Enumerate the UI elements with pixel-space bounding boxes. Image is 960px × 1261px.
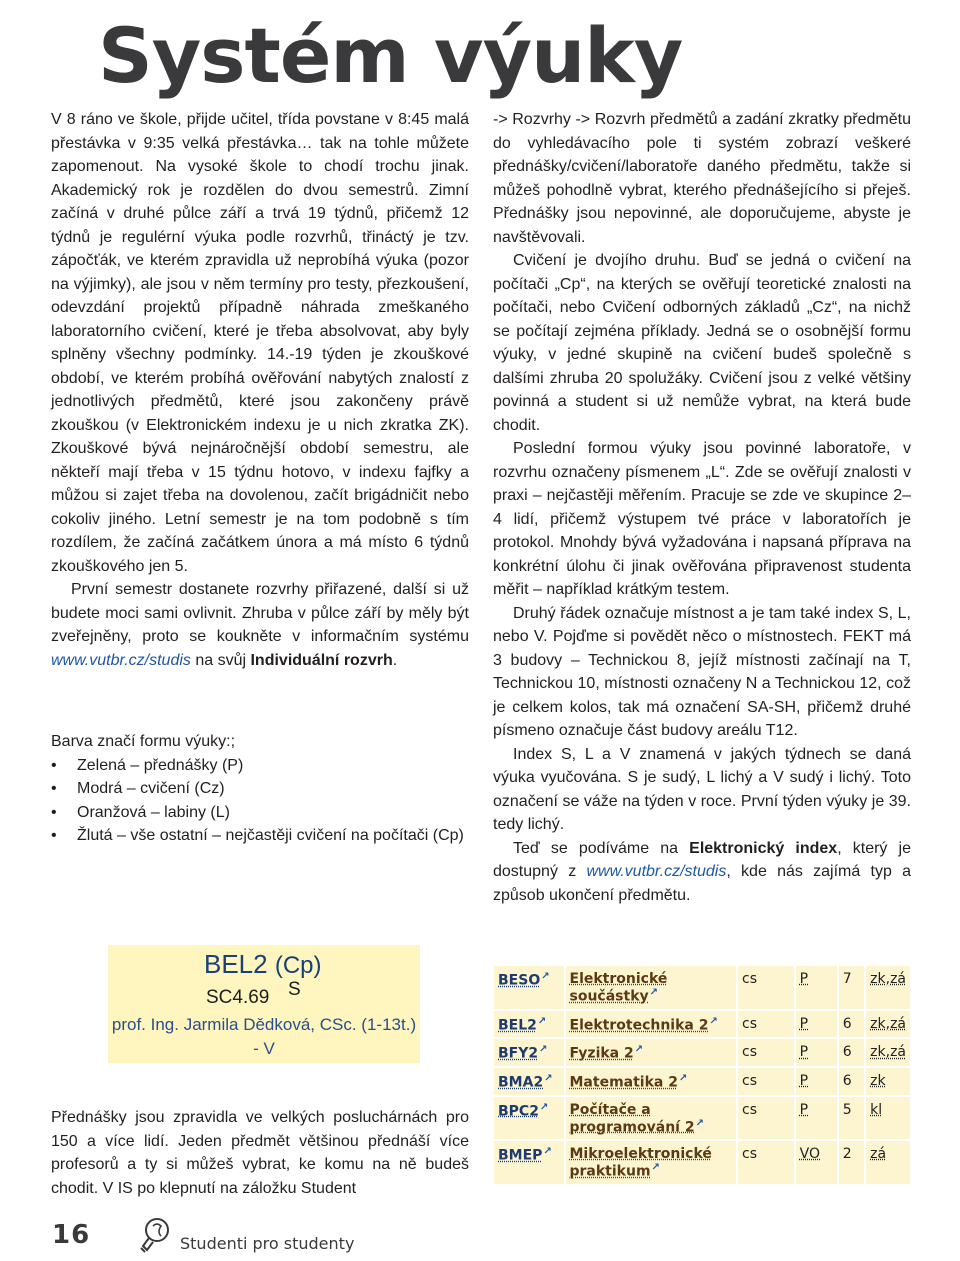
schedules-end: . bbox=[392, 651, 398, 669]
subject-completion-text: zá bbox=[870, 1146, 887, 1163]
subject-name-link[interactable] bbox=[565, 1140, 738, 1185]
subject-language-text: cs bbox=[742, 1044, 758, 1061]
subject-credits-text: 2 bbox=[842, 1146, 852, 1163]
colors-intro: Barva značí formu výuky:; bbox=[51, 733, 236, 750]
subject-credits-text: 6 bbox=[842, 1044, 852, 1061]
subject-language-text: cs bbox=[742, 1101, 758, 1118]
paragraph-labs: Poslední formou výuky jsou povinné laboratoře, v rozvrhu označeny písmenem „L“. Zde se ověřují znalosti v praxi – nejčastěji měřením. Pracuje se zde ve skupince 2–4 lidí, přičemž výstupem tvé práce v laboratořích je protokol. Mnohdy bývá vyžadována i napsaná příprava na konkrétní úlohu či jinak ověřována připravenost studenta měřit – například krátkým testem. bbox=[493, 440, 911, 598]
external-link-icon: ↗ bbox=[649, 987, 659, 998]
paragraph-schedules bbox=[51, 578, 469, 672]
e-index-label: Elektronický index bbox=[689, 839, 838, 857]
subject-code-link[interactable] bbox=[494, 1096, 565, 1141]
subject-name-link-text: Matematika 2 bbox=[569, 1074, 678, 1091]
subject-code-link[interactable] bbox=[494, 1140, 565, 1185]
subject-language-text: cs bbox=[742, 1146, 758, 1163]
lectures-text: Přednášky jsou zpravidla ve velkých posluchárnách pro 150 a více lidí. Jeden předmět většinou přednáší více profesorů a ty si můžeš vybrat, ke komu na ně budeš chodit. V IS po klepnutí na záložku Student bbox=[51, 1109, 469, 1197]
subject-language bbox=[737, 966, 795, 1010]
subject-completion-text: kl bbox=[870, 1101, 883, 1118]
subject-completion bbox=[865, 1096, 910, 1141]
class-card-subject: BEL2 bbox=[204, 949, 268, 979]
subject-code-link[interactable] bbox=[494, 1010, 565, 1039]
external-link-icon: ↗ bbox=[539, 1044, 548, 1056]
paragraph-exercises: Cvičení je dvojího druhu. Buď se jedná o cvičení na počítači „Cp“, na kterých se ověřují teoretické znalosti na počítači, nebo Cvičení odborných základů „Cz“, na nichž se počítají zejména příklady. Jedná se o osobnější formu výuky, v jedné skupině na cvičení budeš společně s dalšími zhruba 20 spolužáky. Cvičení jsou z velké většiny povinná a student si už nemůže vybrat, na která bude chodit. bbox=[493, 252, 911, 434]
paragraph-e-index bbox=[493, 837, 911, 908]
list-item: • Žlutá – vše ostatní – nejčastěji cvičení na počítači (Cp) bbox=[51, 824, 469, 848]
class-card-example bbox=[108, 945, 420, 1063]
subject-completion bbox=[865, 1067, 910, 1096]
class-card-type: (Cp) bbox=[274, 952, 322, 979]
paragraph-rooms: Druhý řádek označuje místnost a je tam také index S, L, nebo V. Pojďme si povědět něco o místnostech. FEKT má 3 budovy – Technickou 8, jejíž místnosti začínají na T, Technickou 10, místnosti označeny N a Technickou 12, což je celkem kolos, tak má označení SA-SH, přičemž druhé písmeno označuje část budovy areálu T12. bbox=[493, 604, 911, 739]
subject-type bbox=[795, 1038, 838, 1067]
table-row bbox=[494, 966, 910, 1010]
lightbulb-logo-icon bbox=[135, 1214, 175, 1261]
subject-code-link[interactable] bbox=[494, 1038, 565, 1067]
paragraph-week-index: Index S, L a V znamená v jakých týdnech se daná výuka vyučována. S je sudý, L lichý a V sudý i lichý. Toto označení se váže na týden v roce. První týden výuky je 39. tedy lichý. bbox=[493, 745, 911, 833]
subject-completion bbox=[865, 1010, 910, 1039]
list-item: • Modrá – cvičení (Cz) bbox=[51, 777, 469, 801]
subject-credits-text: 5 bbox=[842, 1101, 852, 1118]
subject-language-text: cs bbox=[742, 971, 758, 987]
subject-code-link-text: BPC2 bbox=[498, 1103, 539, 1120]
subject-name-link-text: Elektronické součástky bbox=[569, 971, 668, 1005]
subject-completion bbox=[865, 1140, 910, 1185]
subject-credits bbox=[838, 966, 865, 1010]
table-row bbox=[494, 1038, 910, 1067]
external-link-icon: ↗ bbox=[695, 1117, 704, 1129]
schedules-text-2: na svůj bbox=[190, 651, 251, 669]
subject-credits-text: 7 bbox=[842, 971, 852, 987]
subject-name-link-text: Mikroelektronické praktikum bbox=[569, 1146, 712, 1180]
subject-credits-text: 6 bbox=[842, 1072, 852, 1089]
subjects-table bbox=[494, 966, 910, 1186]
subject-name-link[interactable] bbox=[565, 1096, 738, 1141]
external-link-icon: ↗ bbox=[678, 1072, 688, 1084]
right-column bbox=[493, 108, 911, 907]
paragraph-lectures bbox=[51, 1106, 469, 1200]
footer-text: Studenti pro studenty bbox=[180, 1234, 355, 1253]
subject-type bbox=[795, 966, 838, 1010]
subject-name-link[interactable] bbox=[565, 1038, 738, 1067]
subject-type-text: P bbox=[799, 1044, 809, 1061]
subject-code-link-text: BMEP bbox=[498, 1147, 543, 1164]
subject-name-link-text: Počítače a programování 2 bbox=[569, 1101, 695, 1136]
paragraph-schedule-search: -> Rozvrhy -> Rozvrh předmětů a zadání zkratky předmětu do vyhledávacího pole ti systém zobrazí veškeré přednášky/cvičení/laboratoře daného předmětu, takže si můžeš pohodlně vybrat, kterého přednášejícího si přeješ. Přednášky jsou nepovinné, ale doporučujeme, abyste je navštěvovali. bbox=[493, 111, 911, 246]
individual-schedule-label: Individuální rozvrh bbox=[250, 651, 393, 669]
subject-language bbox=[737, 1010, 795, 1039]
subject-type bbox=[795, 1067, 838, 1096]
table-row bbox=[494, 1010, 910, 1039]
subject-completion-text: zk,zá bbox=[870, 1044, 906, 1061]
e-index-text-2: , který je dostupný z bbox=[493, 839, 911, 880]
subject-type-text: P bbox=[799, 1015, 809, 1032]
subject-credits bbox=[838, 1038, 865, 1067]
subject-type bbox=[795, 1010, 838, 1039]
subject-type bbox=[795, 1096, 838, 1141]
subject-credits bbox=[838, 1140, 865, 1185]
subject-credits bbox=[838, 1067, 865, 1096]
subject-name-link[interactable] bbox=[565, 1010, 738, 1039]
subject-completion bbox=[865, 966, 910, 1010]
subject-completion-text: zk bbox=[870, 1072, 886, 1089]
studis-link-2[interactable]: www.vutbr.cz/studis bbox=[586, 863, 727, 880]
subject-code-link[interactable] bbox=[494, 966, 565, 1010]
external-link-icon: ↗ bbox=[634, 1044, 644, 1056]
subject-language bbox=[737, 1038, 795, 1067]
subject-code-link[interactable] bbox=[494, 1067, 565, 1096]
e-index-text-3: , kde nás zajímá typ a způsob ukončení předmětu. bbox=[493, 863, 912, 904]
subject-language-text: cs bbox=[742, 1015, 758, 1032]
subject-language bbox=[737, 1096, 795, 1141]
subject-code-link-text: BESO bbox=[498, 972, 541, 989]
studis-link[interactable]: www.vutbr.cz/studis bbox=[51, 651, 191, 669]
subject-name-link[interactable] bbox=[565, 966, 738, 1010]
class-card-week: S bbox=[288, 979, 301, 1000]
subject-type-text: P bbox=[799, 971, 809, 987]
subject-language-text: cs bbox=[742, 1072, 758, 1089]
table-row bbox=[494, 1096, 910, 1141]
subject-credits bbox=[838, 1010, 865, 1039]
external-link-icon: ↗ bbox=[539, 1101, 549, 1113]
left-column bbox=[51, 108, 469, 848]
subject-completion-text: zk,zá bbox=[870, 971, 906, 987]
subject-language bbox=[737, 1067, 795, 1096]
subject-name-link[interactable] bbox=[565, 1067, 738, 1096]
external-link-icon: ↗ bbox=[709, 1015, 718, 1027]
e-index-text: Teď se podíváme na bbox=[513, 839, 690, 857]
class-card-teacher: prof. Ing. Jarmila Dědková, CSc. (1-13t.) - V bbox=[111, 1015, 417, 1058]
class-card-code bbox=[204, 949, 322, 981]
subject-language bbox=[737, 1140, 795, 1185]
paragraph-academic-year: V 8 ráno ve škole, přijde učitel, třída povstane v 8:45 malá přestávka v 9:35 velká přestávka… tak na tohle můžete zapomenout. Na vysoké škole to chodí trochu jinak. Akademický rok je rozdělen do dvou semestrů. Zimní začíná v druhé půlce září a trvá 19 týdnů, přičemž 12 týdnů je regulérní výuka podle rozvrhů, třináctý je tzv. zápočťák, ve kterém zpravidla už neprobíhá výuka (pozor na výjimky), ale jsou v něm termíny pro testy, přezkoušení, odevzdání projektů případně náhrada zmeškaného laboratorního cvičení, které je třeba absolvovat, aby byly splněny všechny podmínky. 14.-19 týden je zkouškové období, ve kterém probíhá ověřování nabytých znalostí z jednotlivých předmětů, které jsou zakončeny právě zkouškou (v Elektronickém indexu je u nich zkratka ZK). Zkouškové bývá nejnáročnější období semestru, ale někteří mají třeba v 15 týdnu hotovo, v indexu fajfky a můžou si zajet třeba na dovolenou, začít brigádničit nebo cokoliv jiného. Letní semestr je na tom podobně s tím rozdílem, že začíná začátkem února a má místo 6 týdnů zkouškového jen 5. bbox=[51, 111, 469, 575]
class-card-room: SC4.69 bbox=[206, 987, 270, 1008]
list-item: • Oranžová – labiny (L) bbox=[51, 801, 469, 825]
subject-type bbox=[795, 1140, 838, 1185]
table-row bbox=[494, 1140, 910, 1185]
page-number: 16 bbox=[52, 1220, 91, 1250]
color-legend-list bbox=[51, 754, 469, 848]
external-link-icon: ↗ bbox=[541, 971, 550, 982]
page-title: Systém výuky bbox=[98, 11, 683, 100]
subject-completion-text: zk,zá bbox=[870, 1015, 906, 1032]
external-link-icon: ↗ bbox=[544, 1072, 553, 1084]
external-link-icon: ↗ bbox=[537, 1015, 547, 1027]
subject-type-text: VO bbox=[799, 1146, 821, 1163]
subject-code-link-text: BEL2 bbox=[498, 1017, 537, 1034]
external-link-icon: ↗ bbox=[651, 1162, 660, 1174]
table-row bbox=[494, 1067, 910, 1096]
subject-name-link-text: Elektrotechnika 2 bbox=[569, 1017, 709, 1034]
external-link-icon: ↗ bbox=[543, 1146, 552, 1158]
subject-credits-text: 6 bbox=[842, 1015, 852, 1032]
subject-type-text: P bbox=[799, 1072, 809, 1089]
subject-type-text: P bbox=[799, 1101, 809, 1118]
list-item: • Zelená – přednášky (P) bbox=[51, 754, 469, 778]
schedules-text: První semestr dostanete rozvrhy přiřazené, další si už budete moci sami ovlivnit. Zhruba v půlce září by měly být zveřejněny, proto se koukněte v informačním systému bbox=[51, 581, 469, 645]
subject-code-link-text: BFY2 bbox=[498, 1045, 539, 1062]
subject-completion bbox=[865, 1038, 910, 1067]
subject-code-link-text: BMA2 bbox=[498, 1074, 544, 1091]
subject-name-link-text: Fyzika 2 bbox=[569, 1045, 634, 1062]
subject-credits bbox=[838, 1096, 865, 1141]
